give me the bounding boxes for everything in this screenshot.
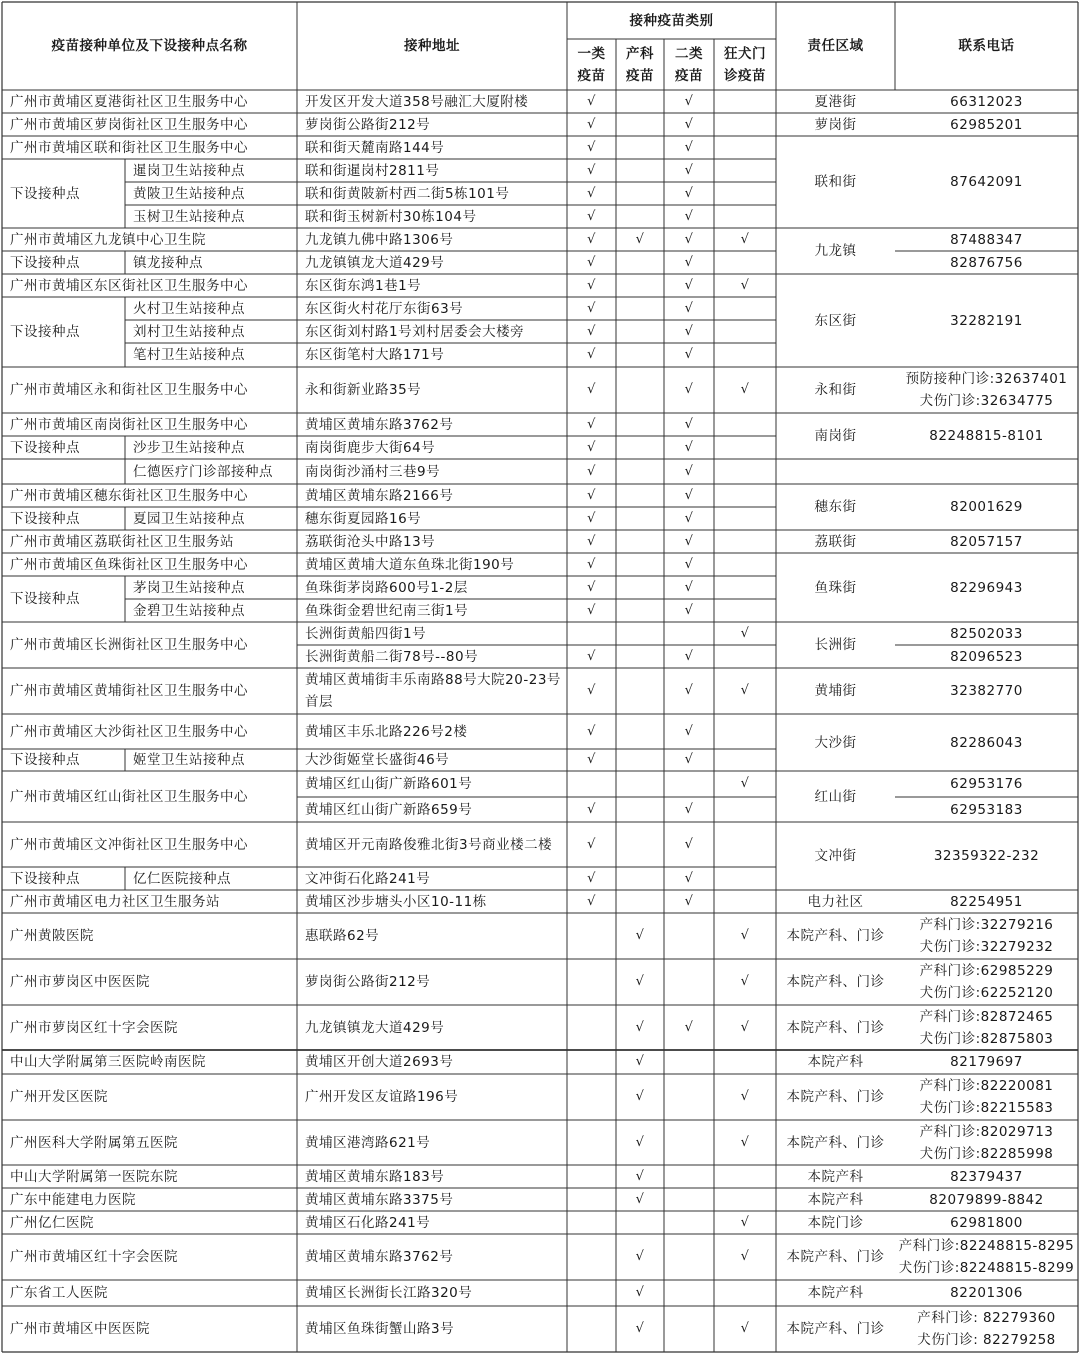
address: 黄埔区港湾路621号 — [305, 1134, 431, 1151]
unit-name: 广州市黄埔区联和街社区卫生服务中心 — [10, 139, 248, 156]
address: 黄埔区鱼珠街蟹山路3号 — [305, 1321, 455, 1337]
check-mark: √ — [740, 974, 750, 989]
sub-point-label: 下设接种点 — [10, 510, 80, 527]
phone-number — [895, 113, 1078, 136]
check-mark: √ — [740, 683, 750, 698]
sub-point-label: 下设接种点 — [10, 439, 80, 456]
phone-line: 犬伤门诊:32279232 — [919, 939, 1054, 955]
responsible-area: 萝岗街 — [814, 116, 857, 133]
phone-line: 产科门诊:32279216 — [919, 917, 1054, 933]
check-mark: √ — [587, 382, 596, 397]
phone-line: 犬伤门诊:82875803 — [919, 1030, 1054, 1047]
address: 永和街新业路35号 — [305, 382, 422, 398]
phone-line: 犬伤门诊:62252120 — [919, 985, 1054, 1001]
unit-name: 广州市萝岗区红十字会医院 — [10, 1019, 178, 1036]
check-mark: √ — [635, 1134, 645, 1150]
address: 联和街黄陂新村西二街5栋101号 — [305, 185, 510, 202]
phone-number — [895, 251, 1078, 274]
unit-name: 广州市黄埔区九龙镇中心卫生院 — [10, 231, 206, 248]
check-mark: √ — [740, 1089, 750, 1104]
phone-number — [895, 228, 1078, 251]
unit-name: 广州市黄埔区穗东街社区卫生服务中心 — [10, 487, 248, 504]
phone-number — [895, 1306, 1078, 1352]
unit-name: 广州市黄埔区中医医院 — [10, 1321, 150, 1337]
unit-name: 广州市黄埔区荔联街社区卫生服务站 — [10, 533, 234, 550]
unit-name: 广州市黄埔区红十字会医院 — [10, 1249, 178, 1265]
phone-number — [895, 890, 1078, 913]
phone-line: 62953176 — [950, 776, 1023, 792]
responsible-area: 穗东街 — [814, 499, 857, 515]
responsible-area: 九龙镇 — [814, 243, 857, 259]
phone-line: 82876756 — [950, 254, 1023, 271]
responsible-area: 东区街 — [814, 312, 857, 329]
address: 黄埔区黄埔东路3762号 — [305, 1249, 454, 1265]
check-mark: √ — [684, 439, 694, 455]
phone-number — [895, 622, 1078, 645]
phone-number — [895, 822, 1078, 890]
responsible-area: 本院产科、门诊 — [786, 1089, 885, 1105]
phone-number — [895, 274, 1078, 367]
phone-number — [895, 1188, 1078, 1211]
address: 荔联街沧头中路13号 — [305, 533, 436, 550]
phone-line: 82201306 — [950, 1285, 1023, 1301]
phone-number — [895, 367, 1078, 413]
header-cat2: 产科疫苗 — [626, 45, 654, 84]
sub-point-name: 沙步卫生站接种点 — [133, 439, 245, 456]
responsible-area: 长洲街 — [814, 637, 857, 653]
sub-point-name: 茅岗卫生站接种点 — [133, 579, 245, 596]
responsible-area: 本院产科、门诊 — [786, 928, 885, 944]
sub-point-label: 下设接种点 — [10, 870, 80, 887]
phone-number — [895, 136, 1078, 228]
check-mark: √ — [684, 648, 694, 664]
responsible-area: 南岗街 — [814, 428, 857, 444]
sub-point-label: 下设接种点 — [10, 254, 80, 271]
sub-point-label: 下设接种点 — [10, 591, 80, 607]
responsible-area: 本院产科、门诊 — [786, 1249, 885, 1265]
phone-line: 82379437 — [950, 1168, 1023, 1185]
check-mark: √ — [740, 928, 750, 943]
address: 东区街火村花厅东街63号 — [305, 300, 464, 317]
check-mark: √ — [587, 510, 596, 526]
address: 九龙镇镇龙大道429号 — [305, 1019, 445, 1036]
check-mark: √ — [684, 870, 694, 886]
address: 惠联路62号 — [305, 928, 380, 944]
phone-number — [895, 1005, 1078, 1050]
address: 黄埔区黄埔街丰乐南路88号大院20-23号首层 — [305, 672, 561, 710]
phone-line: 犬伤门诊:82285998 — [919, 1145, 1054, 1162]
address: 黄埔区黄埔大道东鱼珠北街190号 — [305, 556, 515, 573]
check-mark: √ — [684, 208, 694, 224]
unit-name: 广州市黄埔区萝岗街社区卫生服务中心 — [10, 116, 248, 133]
check-mark: √ — [587, 116, 596, 132]
check-mark: √ — [740, 1134, 750, 1150]
unit-name: 中山大学附属第一医院东院 — [10, 1168, 178, 1185]
address: 鱼珠街茅岗路600号1-2层 — [305, 579, 468, 596]
address: 联和街暹岗村2811号 — [305, 162, 440, 179]
phone-line: 犬伤门诊:82248815-8299 — [898, 1260, 1075, 1276]
phone-line: 产科门诊: 82279360 — [917, 1310, 1056, 1326]
check-mark: √ — [684, 556, 694, 572]
check-mark: √ — [684, 185, 694, 201]
sub-point-name: 黄陂卫生站接种点 — [133, 185, 245, 202]
address: 九龙镇九佛中路1306号 — [305, 231, 454, 248]
unit-name: 广州市黄埔区东区街社区卫生服务中心 — [10, 277, 248, 294]
phone-line: 87488347 — [950, 231, 1023, 248]
address: 黄埔区开创大道2693号 — [305, 1054, 454, 1070]
responsible-area: 红山街 — [814, 788, 857, 805]
unit-name: 广州市萝岗区中医医院 — [10, 974, 150, 990]
sub-point-label: 下设接种点 — [10, 752, 80, 768]
phone-line: 产科门诊:62985229 — [919, 963, 1054, 979]
unit-name: 广州市黄埔区永和街社区卫生服务中心 — [10, 382, 248, 398]
check-mark: √ — [587, 416, 596, 432]
address: 黄埔区长洲街长江路320号 — [305, 1285, 473, 1301]
header-cat3: 二类疫苗 — [675, 45, 703, 84]
phone-line: 82001629 — [950, 499, 1023, 515]
unit-name: 广州市黄埔区长洲街社区卫生服务中心 — [10, 637, 248, 653]
check-mark: √ — [587, 323, 596, 339]
phone-line: 32382770 — [950, 683, 1023, 699]
check-mark: √ — [587, 463, 596, 479]
check-mark: √ — [587, 277, 596, 293]
check-mark: √ — [684, 602, 694, 618]
sub-point-name: 金碧卫生站接种点 — [133, 602, 245, 619]
phone-line: 32359322-232 — [933, 848, 1040, 864]
phone-line: 82502033 — [950, 625, 1023, 642]
check-mark: √ — [587, 556, 596, 572]
check-mark: √ — [587, 752, 596, 767]
check-mark: √ — [587, 93, 596, 109]
check-mark: √ — [684, 382, 694, 397]
check-mark: √ — [635, 974, 645, 989]
responsible-area: 鱼珠街 — [814, 579, 857, 596]
unit-name: 广州市黄埔区南岗街社区卫生服务中心 — [10, 416, 248, 433]
responsible-area: 本院产科、门诊 — [786, 1321, 885, 1337]
check-mark: √ — [740, 1249, 750, 1264]
check-mark: √ — [587, 893, 596, 909]
check-mark: √ — [587, 254, 596, 270]
header-cat1: 一类疫苗 — [577, 45, 606, 84]
responsible-area: 本院门诊 — [807, 1214, 864, 1231]
check-mark: √ — [587, 836, 596, 852]
address: 黄埔区石化路241号 — [305, 1214, 431, 1231]
phone-line: 产科门诊:82220081 — [919, 1078, 1054, 1094]
check-mark: √ — [635, 231, 645, 247]
check-mark: √ — [684, 723, 694, 739]
unit-name: 广东省工人医院 — [10, 1285, 108, 1301]
header-vaccine-category: 接种疫苗类别 — [629, 12, 714, 29]
check-mark: √ — [684, 683, 694, 698]
check-mark: √ — [587, 208, 596, 224]
phone-line: 62953183 — [950, 801, 1023, 818]
check-mark: √ — [587, 533, 596, 549]
check-mark: √ — [684, 231, 694, 247]
address: 黄埔区丰乐北路226号2楼 — [305, 723, 468, 740]
sub-point-name: 亿仁医院接种点 — [133, 870, 231, 887]
sub-point-name: 玉树卫生站接种点 — [133, 208, 245, 225]
address: 黄埔区沙步塘头小区10-11栋 — [305, 893, 487, 910]
check-mark: √ — [684, 93, 694, 109]
unit-name: 广州医科大学附属第五医院 — [10, 1134, 178, 1151]
address: 长洲街黄船四街1号 — [305, 625, 427, 642]
address: 开发区开发大道358号融汇大厦附楼 — [305, 93, 529, 110]
check-mark: √ — [635, 928, 645, 943]
responsible-area: 本院产科 — [807, 1285, 864, 1301]
check-mark: √ — [740, 776, 750, 791]
address: 东区街刘村路1号刘村居委会大楼旁 — [305, 323, 525, 340]
responsible-area: 夏港街 — [814, 93, 857, 110]
check-mark: √ — [684, 300, 694, 316]
phone-line: 犬伤门诊:82215583 — [919, 1100, 1054, 1116]
address: 九龙镇镇龙大道429号 — [305, 254, 445, 271]
check-mark: √ — [684, 162, 694, 178]
phone-line: 82057157 — [950, 533, 1023, 550]
check-mark: √ — [635, 1019, 645, 1035]
phone-line: 产科门诊:82248815-8295 — [898, 1238, 1075, 1254]
check-mark: √ — [587, 602, 596, 618]
address: 南岗街沙涌村三巷9号 — [305, 463, 441, 480]
address: 萝岗街公路街212号 — [305, 116, 431, 133]
check-mark: √ — [740, 277, 750, 293]
check-mark: √ — [684, 579, 694, 595]
check-mark: √ — [684, 801, 694, 817]
header-cat4: 狂犬门诊疫苗 — [724, 45, 766, 84]
responsible-area: 联和街 — [814, 174, 857, 190]
address: 东区街笔村大路171号 — [305, 347, 445, 363]
unit-name: 广州市黄埔区文冲街社区卫生服务中心 — [10, 836, 248, 853]
unit-name: 广州市黄埔区电力社区卫生服务站 — [10, 893, 220, 910]
address: 联和街天麓南路144号 — [305, 139, 445, 156]
check-mark: √ — [740, 625, 750, 641]
check-mark: √ — [684, 510, 694, 526]
address: 鱼珠街金碧世纪南三街1号 — [305, 602, 469, 619]
phone-line: 62985201 — [950, 116, 1023, 133]
unit-name: 广州亿仁医院 — [10, 1214, 94, 1231]
unit-name: 广州黄陂医院 — [10, 928, 94, 944]
check-mark: √ — [587, 870, 596, 886]
address: 南岗街鹿步大街64号 — [305, 439, 436, 456]
check-mark: √ — [587, 579, 596, 595]
phone-number — [895, 553, 1078, 622]
phone-number — [895, 1234, 1078, 1280]
phone-number — [895, 530, 1078, 553]
check-mark: √ — [587, 231, 596, 247]
check-mark: √ — [684, 893, 694, 909]
phone-line: 犬伤门诊:32634775 — [919, 393, 1054, 409]
check-mark: √ — [587, 683, 596, 698]
check-mark: √ — [684, 416, 694, 432]
phone-number — [895, 797, 1078, 822]
address: 黄埔区黄埔东路3375号 — [305, 1191, 454, 1208]
check-mark: √ — [684, 836, 694, 852]
responsible-area: 本院产科 — [807, 1191, 864, 1208]
phone-line: 62981800 — [950, 1214, 1023, 1231]
address: 穗东街夏园路16号 — [305, 510, 422, 527]
check-mark: √ — [684, 1019, 694, 1035]
sub-point-name: 仁德医疗门诊部接种点 — [133, 463, 273, 480]
responsible-area: 永和街 — [814, 382, 857, 398]
responsible-area: 本院产科 — [807, 1168, 864, 1185]
sub-point-label: 下设接种点 — [10, 185, 80, 202]
address: 萝岗街公路街212号 — [305, 974, 431, 990]
phone-number — [895, 459, 1078, 484]
phone-number — [895, 668, 1078, 714]
check-mark: √ — [635, 1089, 645, 1104]
phone-line: 犬伤门诊: 82279258 — [917, 1332, 1056, 1348]
phone-number — [895, 1120, 1078, 1165]
address: 广州开发区友谊路196号 — [305, 1089, 459, 1105]
address: 联和街玉树新村30栋104号 — [305, 208, 477, 225]
check-mark: √ — [740, 1214, 750, 1230]
header-unit-name: 疫苗接种单位及下设接种点名称 — [51, 38, 248, 54]
check-mark: √ — [587, 162, 596, 178]
address: 黄埔区红山街广新路601号 — [305, 776, 473, 792]
phone-number — [895, 959, 1078, 1005]
check-mark: √ — [684, 487, 694, 503]
check-mark: √ — [635, 1321, 645, 1336]
sub-point-name: 火村卫生站接种点 — [133, 300, 245, 317]
check-mark: √ — [587, 347, 596, 362]
unit-name: 广东中能建电力医院 — [10, 1191, 136, 1208]
phone-number — [895, 645, 1078, 668]
unit-name: 广州市黄埔区鱼珠街社区卫生服务中心 — [10, 556, 248, 573]
phone-line: 产科门诊:82872465 — [919, 1008, 1054, 1025]
check-mark: √ — [684, 463, 694, 479]
phone-line: 82179697 — [950, 1054, 1023, 1070]
check-mark: √ — [684, 254, 694, 270]
sub-point-label: 下设接种点 — [10, 324, 80, 340]
phone-line: 66312023 — [950, 93, 1023, 110]
phone-line: 82079899-8842 — [929, 1191, 1044, 1208]
phone-line: 82254951 — [950, 893, 1023, 910]
phone-line: 82286043 — [950, 734, 1023, 751]
phone-line: 82248815-8101 — [929, 428, 1044, 444]
check-mark: √ — [740, 382, 750, 397]
responsible-area: 本院产科、门诊 — [786, 1019, 885, 1036]
check-mark: √ — [635, 1054, 645, 1069]
phone-number — [895, 771, 1078, 797]
check-mark: √ — [635, 1249, 645, 1264]
sub-point-name: 姬堂卫生站接种点 — [133, 752, 245, 768]
check-mark: √ — [740, 1321, 750, 1336]
phone-number — [895, 913, 1078, 959]
phone-number — [895, 90, 1078, 113]
sub-point-name: 夏园卫生站接种点 — [133, 510, 245, 527]
unit-name: 广州开发区医院 — [10, 1089, 108, 1105]
address: 黄埔区黄埔东路3762号 — [305, 416, 454, 433]
responsible-area: 荔联街 — [814, 533, 857, 550]
address: 黄埔区开元南路俊雅北街3号商业楼二楼 — [305, 836, 553, 853]
phone-number — [895, 1165, 1078, 1188]
check-mark: √ — [740, 231, 750, 247]
phone-number — [895, 413, 1078, 459]
check-mark: √ — [587, 487, 596, 503]
header-address: 接种地址 — [404, 38, 460, 54]
check-mark: √ — [587, 185, 596, 201]
check-mark: √ — [587, 300, 596, 316]
check-mark: √ — [740, 1019, 750, 1035]
address: 大沙街姬堂长盛街46号 — [305, 752, 450, 768]
unit-name: 广州市黄埔区红山街社区卫生服务中心 — [10, 788, 248, 805]
check-mark: √ — [684, 752, 694, 767]
responsible-area: 电力社区 — [807, 893, 864, 910]
responsible-area: 文冲街 — [814, 848, 857, 864]
check-mark: √ — [587, 139, 596, 155]
sub-point-name: 镇龙接种点 — [133, 254, 203, 271]
check-mark: √ — [587, 439, 596, 455]
address: 文冲街石化路241号 — [305, 870, 431, 887]
unit-name: 广州市黄埔区夏港街社区卫生服务中心 — [10, 93, 248, 110]
sub-point-name: 暹岗卫生站接种点 — [133, 162, 245, 179]
responsible-area: 本院产科、门诊 — [786, 1134, 885, 1151]
phone-number — [895, 1074, 1078, 1120]
address: 长洲街黄船二街78号--80号 — [305, 648, 479, 665]
responsible-area — [776, 459, 895, 484]
unit-name: 广州市黄埔区大沙街社区卫生服务中心 — [10, 723, 248, 740]
check-mark: √ — [635, 1285, 645, 1300]
phone-number — [895, 1211, 1078, 1234]
responsible-area: 黄埔街 — [814, 683, 857, 699]
check-mark: √ — [684, 139, 694, 155]
unit-name: 中山大学附属第三医院岭南医院 — [10, 1054, 206, 1070]
sub-point-name: 笔村卫生站接种点 — [133, 347, 245, 363]
responsible-area: 大沙街 — [814, 734, 857, 751]
phone-number — [895, 1280, 1078, 1306]
unit-name: 广州市黄埔区黄埔街社区卫生服务中心 — [10, 683, 248, 699]
check-mark: √ — [635, 1191, 645, 1207]
phone-line: 87642091 — [950, 174, 1023, 190]
responsible-area: 本院产科、门诊 — [786, 974, 885, 990]
address: 黄埔区红山街广新路659号 — [305, 801, 473, 818]
phone-line: 82296943 — [950, 579, 1023, 596]
header-phone: 联系电话 — [958, 38, 1015, 54]
sub-point-name: 刘村卫生站接种点 — [133, 323, 245, 340]
check-mark: √ — [684, 116, 694, 132]
check-mark: √ — [635, 1168, 645, 1184]
address: 黄埔区黄埔东路2166号 — [305, 487, 454, 504]
header-area: 责任区域 — [807, 38, 864, 54]
phone-line: 产科门诊:82029713 — [919, 1123, 1054, 1140]
phone-line: 预防接种门诊:32637401 — [905, 371, 1068, 387]
phone-number — [895, 484, 1078, 530]
address: 黄埔区黄埔东路183号 — [305, 1168, 445, 1185]
phone-number — [895, 1050, 1078, 1074]
check-mark: √ — [684, 323, 694, 339]
phone-line: 32282191 — [950, 312, 1023, 329]
check-mark: √ — [587, 801, 596, 817]
check-mark: √ — [587, 648, 596, 664]
check-mark: √ — [684, 533, 694, 549]
phone-number — [895, 714, 1078, 771]
check-mark: √ — [684, 277, 694, 293]
address: 东区街东鸿1巷1号 — [305, 277, 422, 294]
check-mark: √ — [587, 723, 596, 739]
check-mark: √ — [684, 347, 694, 362]
phone-line: 82096523 — [950, 648, 1023, 665]
responsible-area: 本院产科 — [807, 1054, 864, 1070]
